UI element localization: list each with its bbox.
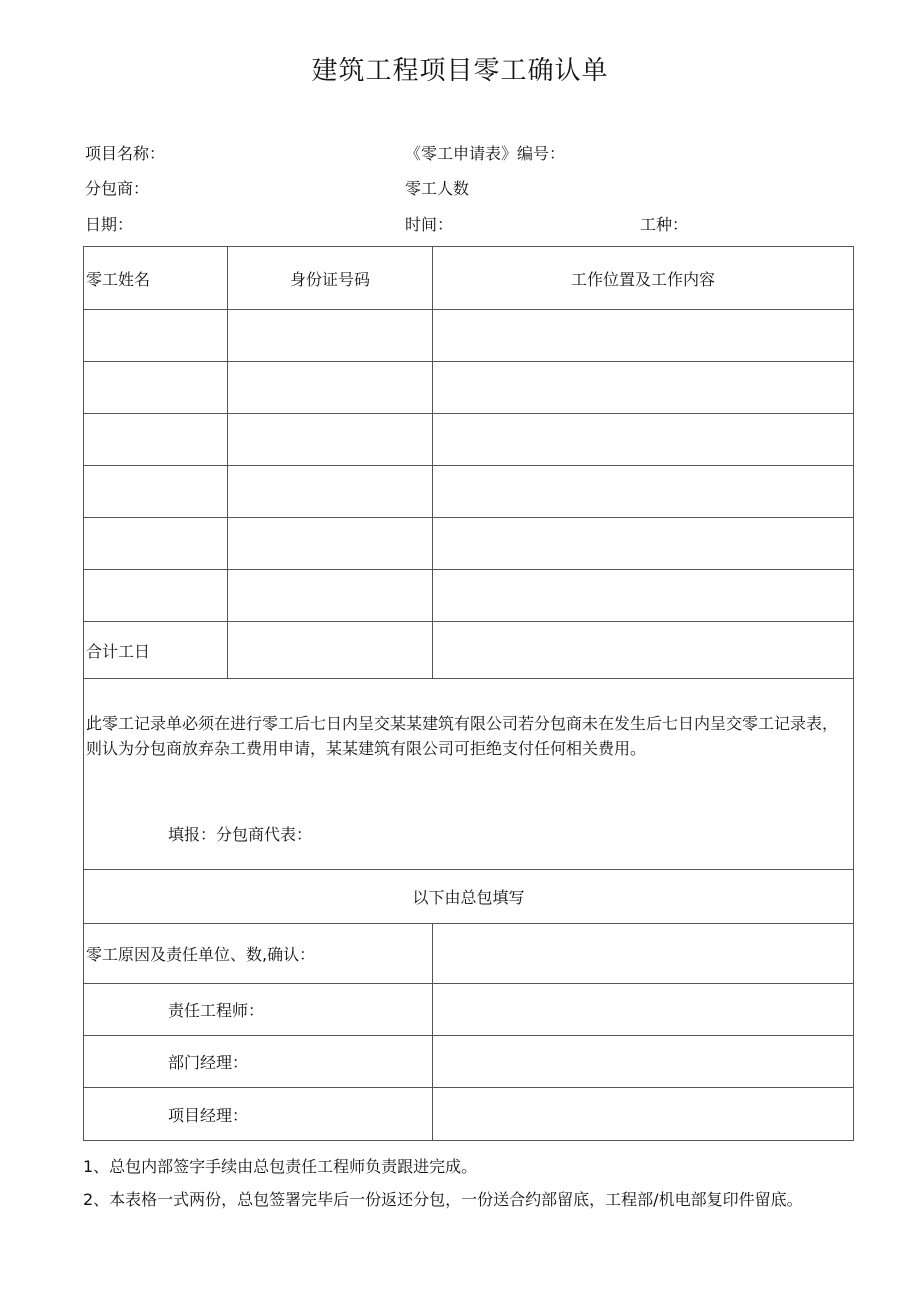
col-id-number: 身份证号码 [228,247,433,310]
worker-count-label: 零工人数 [405,179,470,198]
table-row [84,362,854,414]
reason-row [84,924,854,984]
page-title: 建筑工程项目零工确认单 [311,56,609,86]
worker-name-cell[interactable] [84,466,228,518]
id-number-cell[interactable] [228,518,433,570]
notice-text: 此零工记录单必须在进行零工后七日内呈交某某建筑有限公司若分包商未在发生后七日内呈交零工记录表，则认为分包商放弃杂工费用申请，某某建筑有限公司可拒绝支付任何相关费用。 [86,714,839,758]
project-manager-label: 项目经理： [84,1088,433,1141]
total-value-cell[interactable] [228,622,433,679]
notice-row [84,679,854,870]
id-number-cell[interactable] [228,310,433,362]
engineer-row [84,984,854,1036]
worker-name-cell[interactable] [84,518,228,570]
work-content-cell[interactable] [433,570,854,622]
total-workdays-label: 合计工日 [84,622,228,679]
worker-name-cell[interactable] [84,414,228,466]
project-manager-row [84,1088,854,1141]
table-row [84,310,854,362]
engineer-label: 责任工程师： [84,984,433,1036]
id-number-cell[interactable] [228,570,433,622]
col-worker-name: 零工姓名 [84,247,228,310]
gc-section-row [84,870,854,924]
id-number-cell[interactable] [228,466,433,518]
trade-label: 工种： [640,215,689,234]
time-label: 时间： [405,215,454,234]
project-manager-signature-cell[interactable] [433,1088,854,1141]
work-content-cell[interactable] [433,310,854,362]
total-row [84,622,854,679]
labor-confirmation-table [83,246,854,1141]
project-name-label: 项目名称： [85,144,166,163]
notice-cell [84,679,854,870]
engineer-signature-cell[interactable] [433,984,854,1036]
footnote-1: 1、总包内部签字手续由总包责任工程师负责跟进完成。 [83,1157,478,1176]
work-content-cell[interactable] [433,414,854,466]
footnote-2: 2、本表格一式两份，总包签署完毕后一份返还分包，一份送合约部留底，工程部/机电部复印件留底。 [83,1190,803,1209]
reason-value-cell[interactable] [433,924,854,984]
dept-manager-row [84,1036,854,1088]
dept-manager-signature-cell[interactable] [433,1036,854,1088]
gc-section-heading: 以下由总包填写 [84,870,854,924]
dept-manager-label: 部门经理： [84,1036,433,1088]
total-note-cell[interactable] [433,622,854,679]
id-number-cell[interactable] [228,414,433,466]
date-label: 日期： [85,215,134,234]
worker-name-cell[interactable] [84,570,228,622]
work-content-cell[interactable] [433,466,854,518]
reason-label: 零工原因及责任单位、数,确认： [84,924,433,984]
col-work-location: 工作位置及工作内容 [433,247,854,310]
worker-name-cell[interactable] [84,362,228,414]
subcontractor-rep-label: 填报：分包商代表： [168,825,313,844]
table-row [84,414,854,466]
table-row [84,466,854,518]
subcontractor-label: 分包商： [85,179,150,198]
table-row [84,570,854,622]
table-row [84,518,854,570]
id-number-cell[interactable] [228,362,433,414]
work-content-cell[interactable] [433,518,854,570]
request-no-label: 《零工申请表》编号： [405,144,566,163]
table-header-row [84,247,854,310]
work-content-cell[interactable] [433,362,854,414]
worker-name-cell[interactable] [84,310,228,362]
